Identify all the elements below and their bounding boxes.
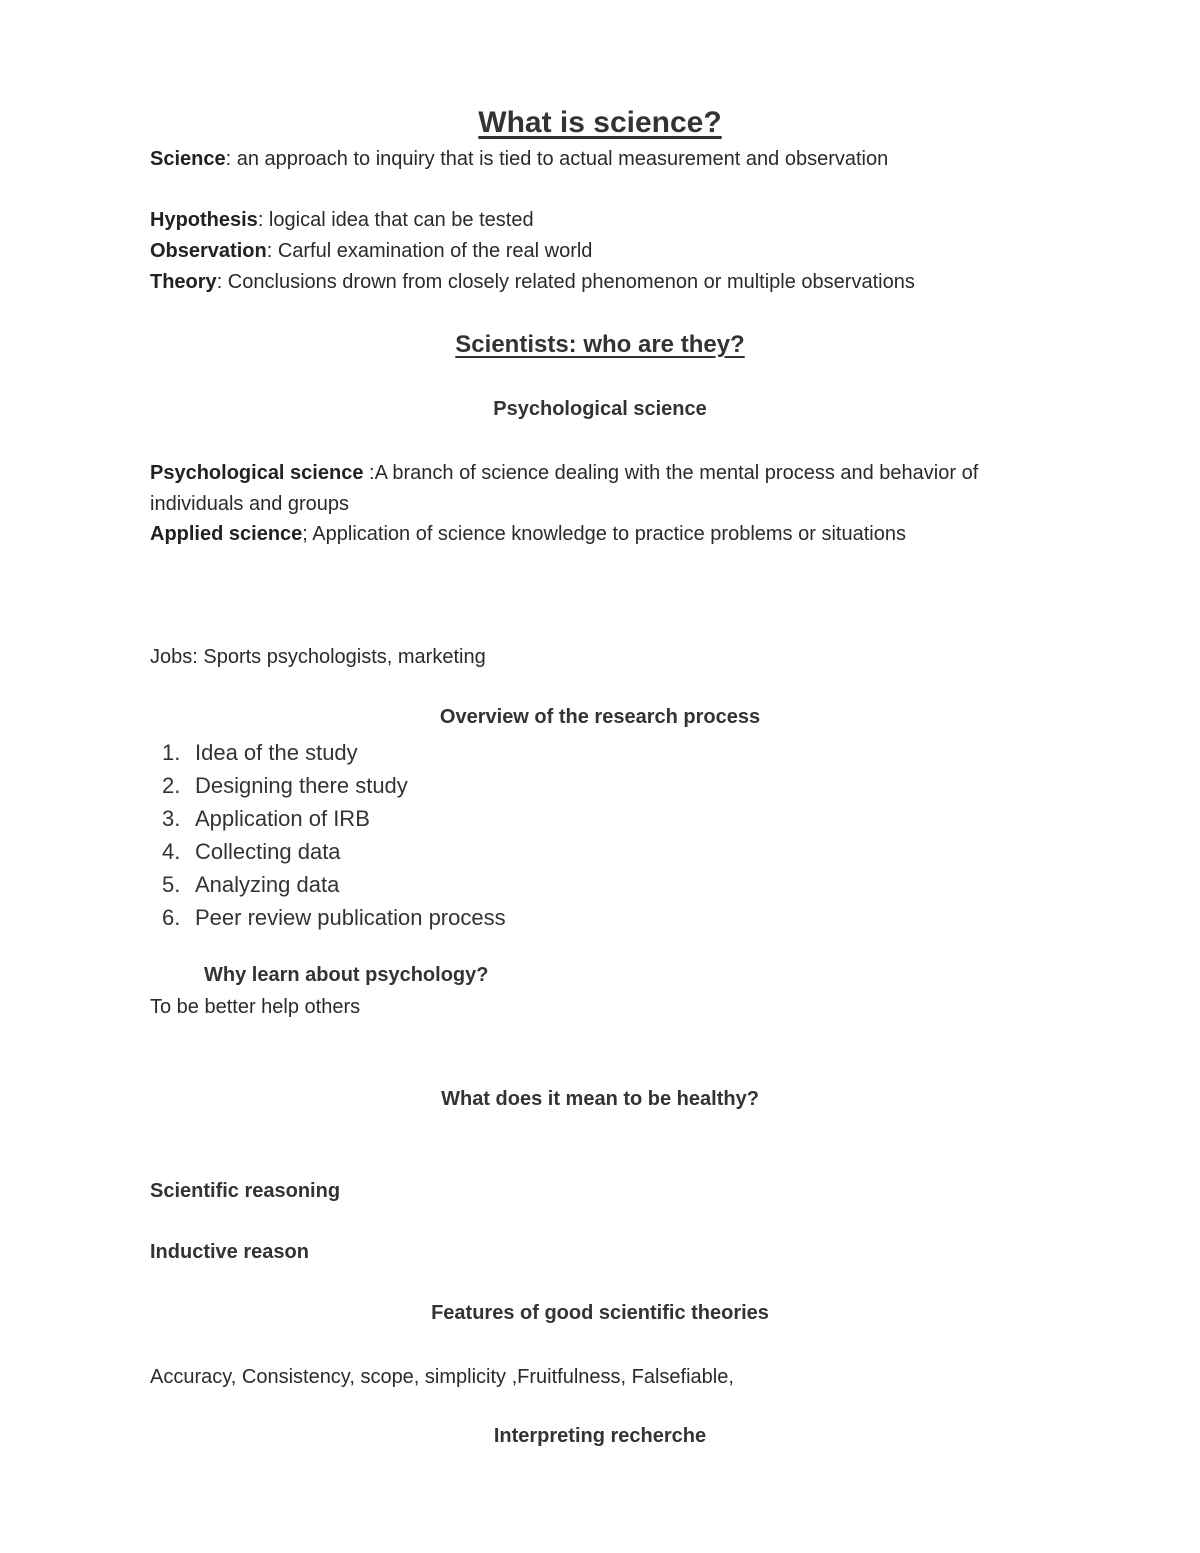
document-page bbox=[150, 0, 1050, 1553]
definition-term: Hypothesis bbox=[150, 209, 258, 231]
list-number: 1. bbox=[162, 740, 181, 765]
definition-text: A branch of science dealing with the mental process and behavior of individuals and groups bbox=[150, 462, 979, 515]
inductive-reason-heading: Inductive reason bbox=[150, 1241, 309, 1263]
list-text: Designing there study bbox=[195, 773, 408, 798]
why-learn-text: To be better help others bbox=[150, 996, 361, 1018]
features-heading: Features of good scientific theories bbox=[431, 1302, 769, 1324]
definition-applied-science bbox=[150, 519, 1050, 550]
definition-term: Theory bbox=[150, 271, 217, 293]
list-text: Collecting data bbox=[195, 839, 341, 864]
definition-term: Observation bbox=[150, 240, 267, 262]
definition-psychological-science bbox=[150, 458, 1050, 520]
definition-separator: : bbox=[225, 148, 232, 170]
interpreting-heading: Interpreting recherche bbox=[493, 1425, 707, 1447]
list-number: 3. bbox=[162, 806, 181, 831]
list-item bbox=[162, 868, 506, 901]
list-number: 2. bbox=[162, 773, 181, 798]
research-steps-list bbox=[162, 736, 506, 934]
features-text: Accuracy, Consistency, scope, simplicity ,Fruitfulness, Falsefiable, bbox=[150, 1366, 734, 1388]
definition-science bbox=[150, 144, 1050, 175]
healthy-heading: What does it mean to be healthy? bbox=[441, 1088, 759, 1110]
main-heading: What is science? bbox=[478, 106, 722, 139]
list-number: 6. bbox=[162, 905, 181, 930]
list-item bbox=[162, 769, 506, 802]
list-text: Peer review publication process bbox=[195, 905, 506, 930]
definition-text: Conclusions drown from closely related phenomenon or multiple observations bbox=[222, 271, 915, 293]
scientists-heading: Scientists: who are they? bbox=[455, 331, 745, 358]
scientific-reasoning-heading: Scientific reasoning bbox=[150, 1180, 341, 1202]
list-item bbox=[162, 835, 506, 868]
list-text: Idea of the study bbox=[195, 740, 358, 765]
research-process-heading: Overview of the research process bbox=[439, 706, 761, 728]
list-number: 5. bbox=[162, 872, 181, 897]
definition-separator: : bbox=[216, 271, 223, 293]
definition-separator: ; bbox=[302, 523, 308, 545]
definition-text: Carful examination of the real world bbox=[272, 240, 593, 262]
list-text: Analyzing data bbox=[195, 872, 340, 897]
definition-term: Science bbox=[150, 148, 226, 170]
definition-term: Psychological science bbox=[150, 462, 364, 484]
definition-separator: : bbox=[257, 209, 264, 231]
definition-theory bbox=[150, 267, 960, 298]
psychological-science-subheading: Psychological science bbox=[493, 398, 707, 420]
list-item bbox=[162, 802, 506, 835]
list-text: Application of IRB bbox=[195, 806, 370, 831]
definition-text: logical idea that can be tested bbox=[263, 209, 534, 231]
list-number: 4. bbox=[162, 839, 181, 864]
definition-observation bbox=[150, 236, 1050, 267]
definition-text: an approach to inquiry that is tied to actual measurement and observation bbox=[231, 148, 889, 170]
definition-separator: : bbox=[363, 462, 375, 484]
definition-separator: : bbox=[266, 240, 273, 262]
list-item bbox=[162, 736, 506, 769]
definition-term: Applied science bbox=[150, 523, 303, 545]
definition-text: Application of science knowledge to practice problems or situations bbox=[307, 523, 906, 545]
why-learn-heading: Why learn about psychology? bbox=[204, 964, 489, 986]
definition-hypothesis bbox=[150, 205, 1050, 236]
jobs-text: Jobs: Sports psychologists, marketing bbox=[150, 646, 486, 668]
list-item bbox=[162, 901, 506, 934]
